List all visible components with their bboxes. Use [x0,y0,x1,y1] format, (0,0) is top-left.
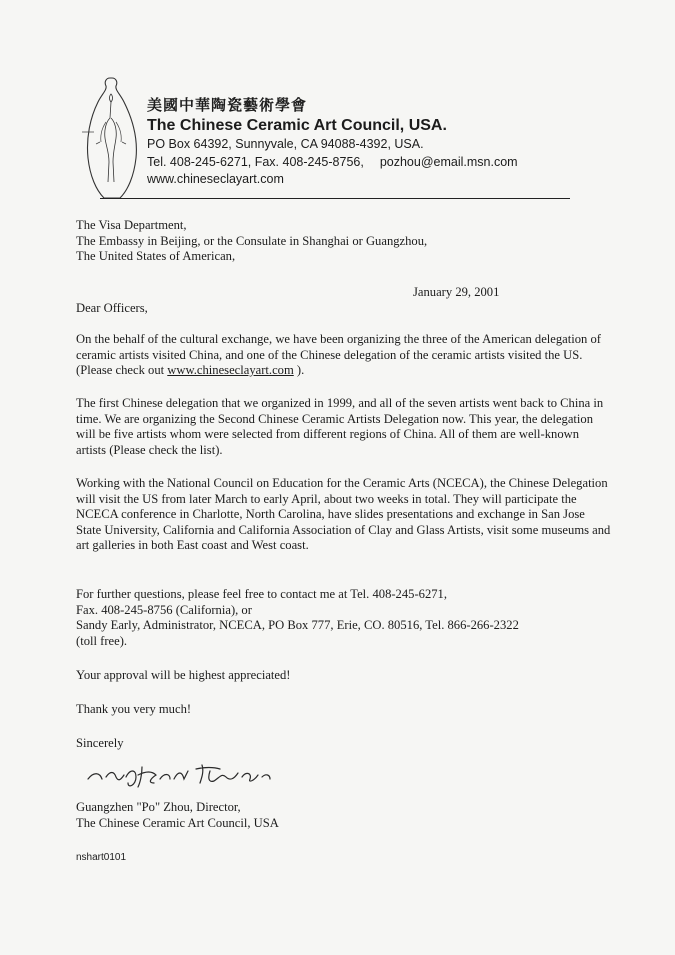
signer-block [76,800,279,831]
recipient-line-1: The Visa Department, [76,218,187,232]
paragraph-4-line-2: Fax. 408-245-8756 (California), or [76,602,252,617]
letter-date: January 29, 2001 [413,285,500,299]
paragraph-4-line-3: Sandy Early, Administrator, NCECA, PO Box 777, Erie, CO. 80516, Tel. 866-266-2322 [76,618,519,633]
org-website: www.chineseclayart.com [147,172,284,186]
reference-code: nshart0101 [76,852,127,863]
recipient-line-3: The United States of American, [76,249,236,264]
closing: Sincerely [76,736,124,750]
recipient-line-2: The Embassy in Beijing, or the Consulate in Shanghai or Guangzhou, [76,233,428,248]
paragraph-4-line-4: (toll free). [76,633,128,648]
paragraph-1-text: On the behalf of the cultural exchange, we have been organizing the three of the American delegation of ceramic artists visited China, and one of the Chinese delegation of the ceramic artists visited the US. (Please check out [76,332,601,378]
org-chinese-name: 美國中華陶瓷藝術學會 [147,96,308,114]
signer-org: The Chinese Ceramic Art Council, USA [76,815,279,830]
paragraph-6: Thank you very much! [76,702,192,716]
paragraph-1-end: ). [293,363,305,378]
paragraph-2: The first Chinese delegation that we organized in 1999, and all of the seven artists went back to China in time. We are organizing the Second Chinese Ceramic Artists Delegation now. This year, the delegation will be five artists whom were selected from different regions of China. All of them are well-known artists (Please check the list). [76,396,604,457]
letterhead-divider [100,198,570,199]
paragraph-4 [76,587,611,649]
vase-logo-icon [76,72,146,204]
website-link[interactable]: www.chineseclayart.com [167,363,294,378]
paragraph-1 [76,332,611,379]
recipient-block [76,218,616,265]
paragraph-3: Working with the National Council on Education for the Ceramic Arts (NCECA), the Chinese Delegation will visit the US from later March to early April, about two weeks in total. They will participate the NCECA conference in Charlotte, North Carolina, have slides presentations and exchange in San Jose State University, California and California Association of Clay and Glass Artists, visit some museums and art galleries in both East coast and West coast. [76,476,611,553]
handwritten-signature [84,757,314,791]
org-email: pozhou@email.msn.com [379,154,518,169]
letterhead [147,96,587,189]
org-address: PO Box 64392, Sunnyvale, CA 94088-4392, USA. [147,137,424,151]
org-contact-line [147,154,587,172]
paragraph-5: Your approval will be highest appreciated! [76,668,291,682]
salutation: Dear Officers, [76,301,148,315]
signer-name-title: Guangzhen "Po" Zhou, Director, [76,800,241,814]
org-phone-fax: Tel. 408-245-6271, Fax. 408-245-8756, [147,154,364,169]
paragraph-4-line-1: For further questions, please feel free to contact me at Tel. 408-245-6271, [76,587,447,601]
org-name: The Chinese Ceramic Art Council, USA. [147,117,447,134]
